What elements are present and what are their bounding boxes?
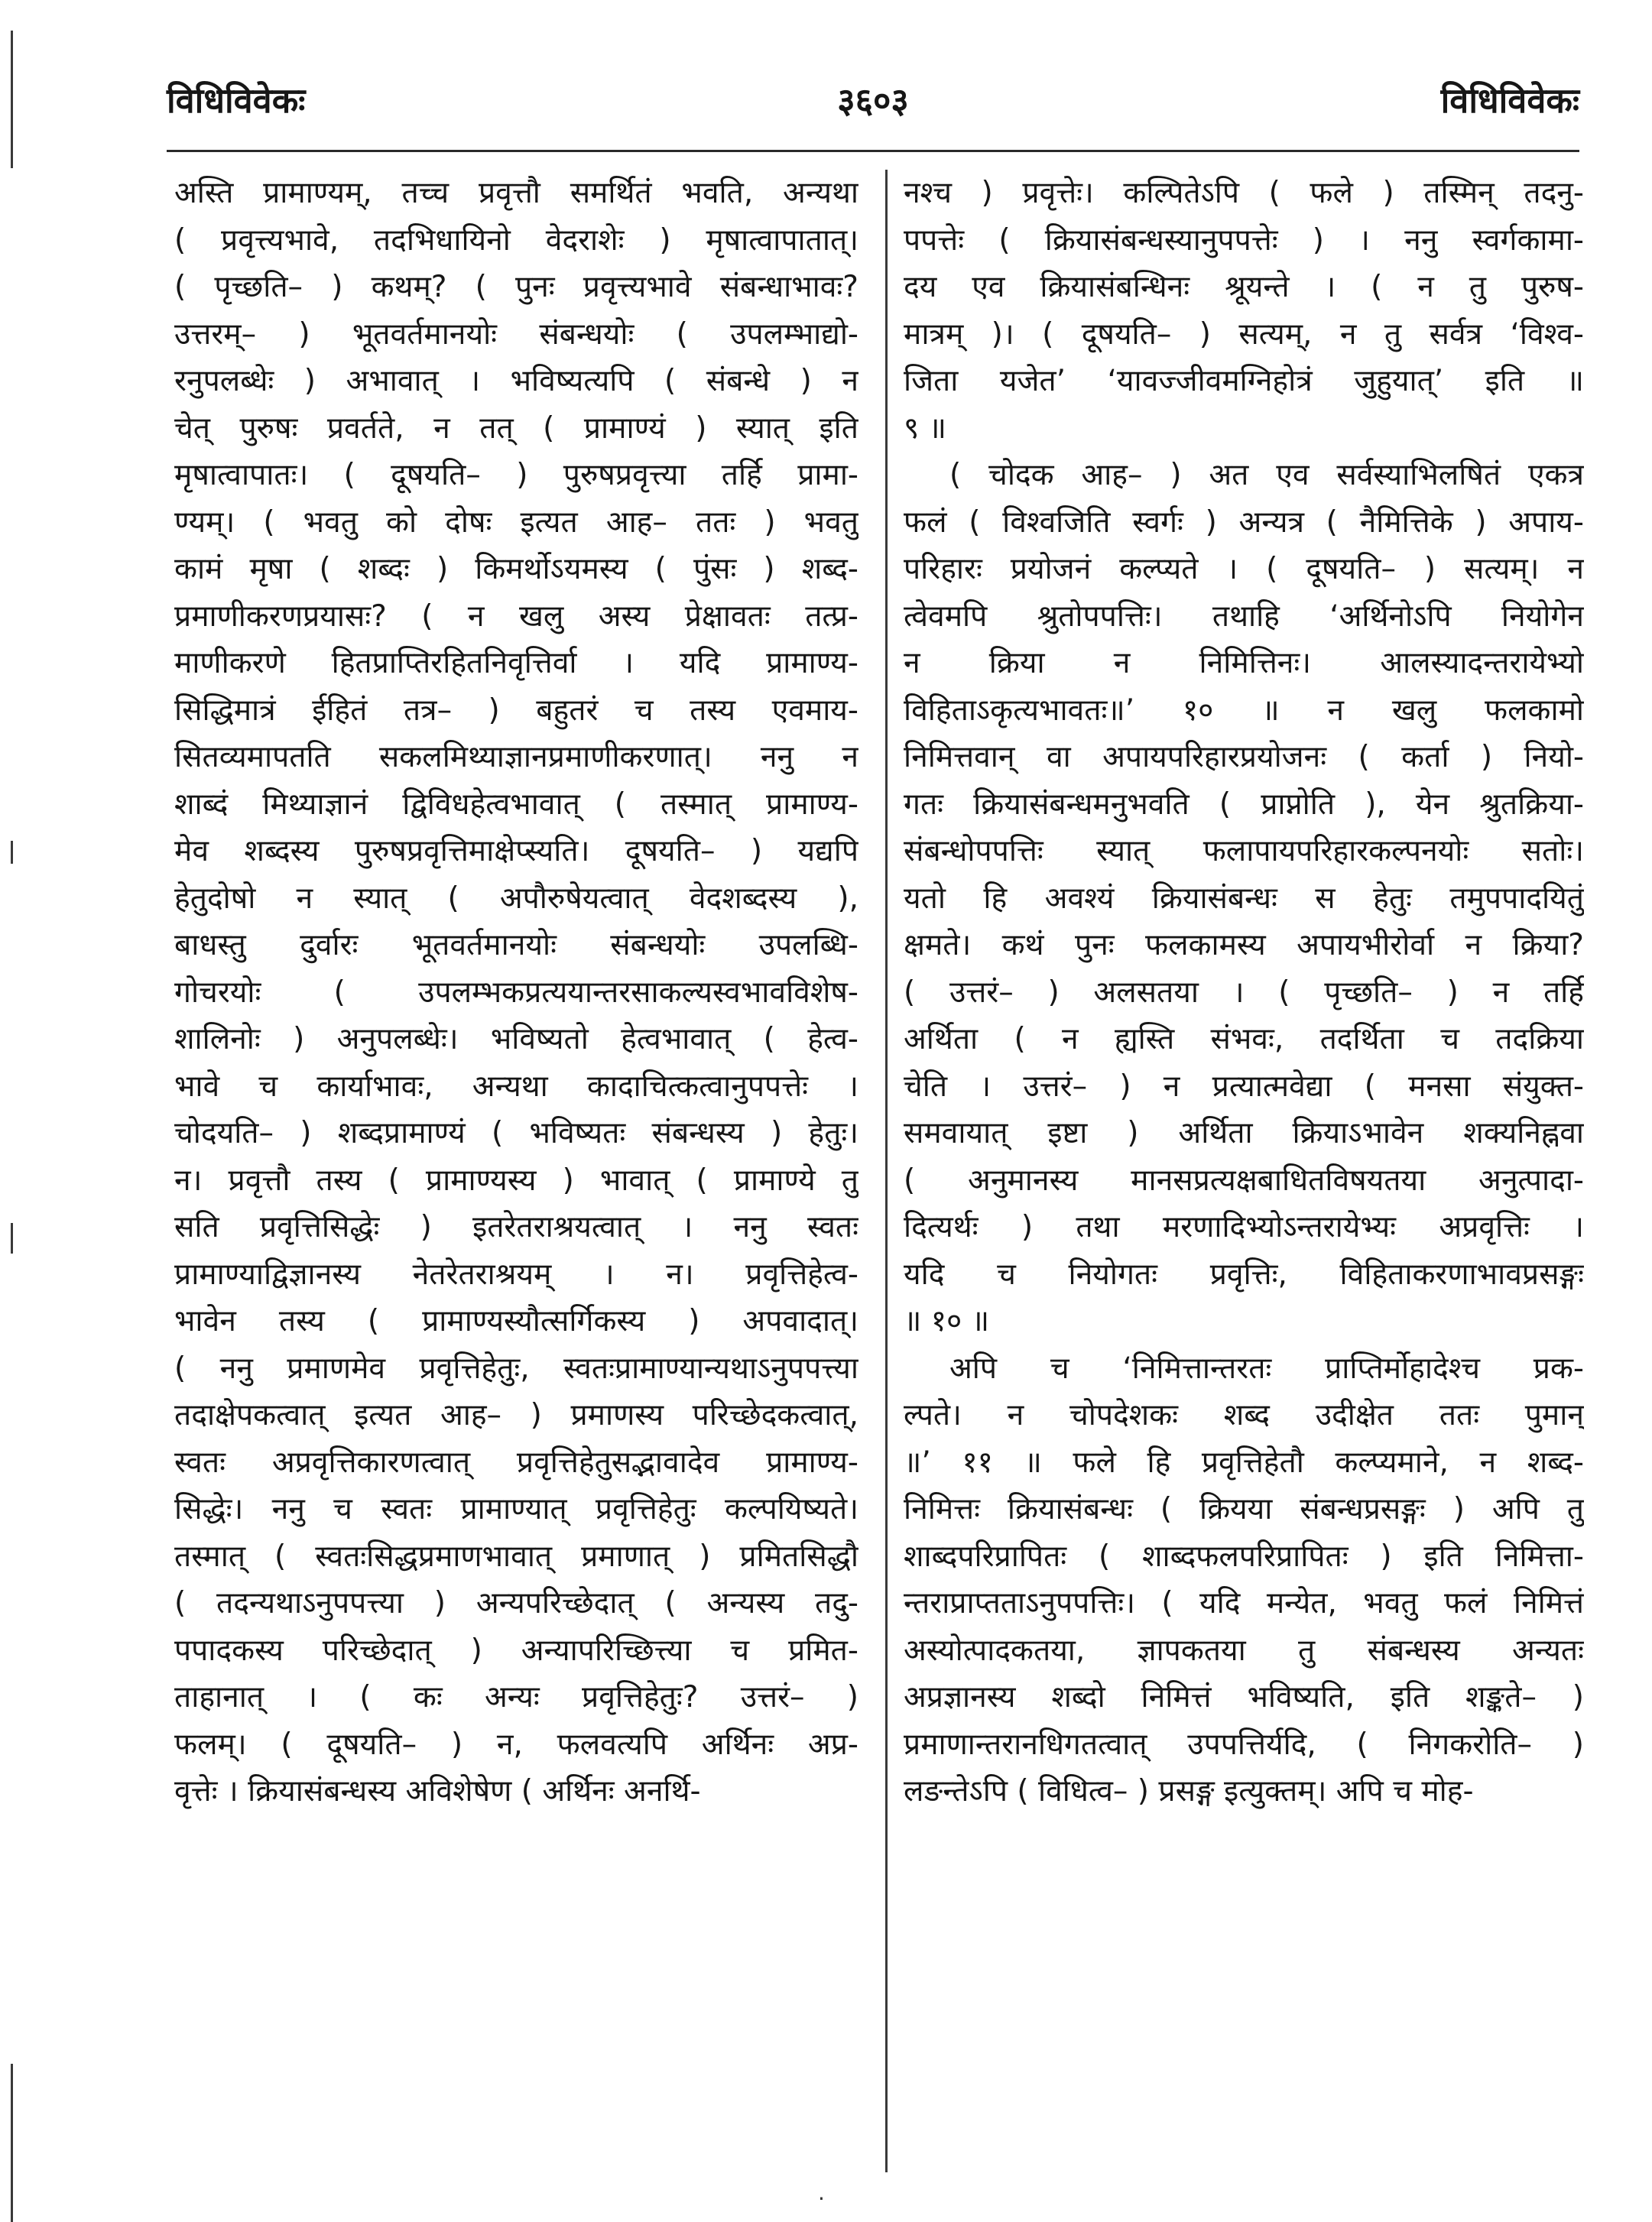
- text-line: शाब्दं मिथ्याज्ञानं द्विविधहेत्वभावात् ( तस्मात् प्रामाण्य-: [174, 787, 858, 822]
- text-line: फलं ( विश्वजिति स्वर्गः ) अन्यत्र ( नैमित्तिके ) अपाय-: [904, 504, 1584, 540]
- text-line: उत्तरम्– ) भूतवर्तमानयोः संबन्धयोः ( उपलम्भाद्यो-: [174, 316, 858, 352]
- left-column: [174, 170, 858, 2172]
- text-line: स्वतः अप्रवृत्तिकारणत्वात् प्रवृत्तिहेतुसद्भावादेव प्रामाण्य-: [174, 1445, 858, 1480]
- text-line: मात्रम् )। ( दूषयति– ) सत्यम्, न तु सर्वत्र ‘विश्व-: [904, 316, 1584, 352]
- edge-mark: [11, 841, 13, 864]
- header-page-number: ३६०३: [837, 80, 909, 121]
- text-line: यदि च नियोगतः प्रवृत्तिः, विहिताकरणाभावप्रसङ्गः: [904, 1257, 1584, 1292]
- text-line: पपत्तेः ( क्रियासंबन्धस्यानुपपत्तेः ) । ननु स्वर्गकामा-: [904, 222, 1584, 258]
- text-line: नश्च ) प्रवृत्तेः। कल्पितेऽपि ( फले ) तस्मिन् तदनु-: [904, 176, 1584, 210]
- text-line: न्तराप्राप्तताऽनुपपत्तिः। ( यदि मन्येत, भवतु फलं निमित्तं: [904, 1586, 1584, 1620]
- right-column: [904, 170, 1584, 2172]
- text-line: रनुपलब्धेः ) अभावात् । भविष्यत्यपि ( संबन्धे ) न: [174, 364, 858, 398]
- edge-mark: [11, 2064, 13, 2222]
- text-line: विहिताऽकृत्यभावतः॥’ १० ॥ न खलु फलकामो: [904, 693, 1584, 728]
- header-right-title: विधिविवेकः: [1440, 80, 1579, 121]
- text-line: गतः क्रियासंबन्धमनुभवति ( प्राप्नोति ), येन श्रुतक्रिया-: [904, 787, 1584, 822]
- text-line: ( प्रवृत्त्यभावे, तदभिधायिनो वेदराशेः ) मृषात्वापातात्।: [174, 222, 858, 258]
- text-line: न। प्रवृत्तौ तस्य ( प्रामाण्यस्य ) भावात् ( प्रामाण्ये तु: [174, 1163, 858, 1198]
- text-line: ( पृच्छति– ) कथम्? ( पुनः प्रवृत्त्यभावे संबन्धाभावः?: [174, 270, 858, 304]
- text-line: सितव्यमापतति सकलमिथ्याज्ञानप्रमाणीकरणात्। ननु न: [174, 740, 858, 774]
- text-line: निमित्तवान् वा अपायपरिहारप्रयोजनः ( कर्ता ) नियो-: [904, 740, 1584, 774]
- text-line: हेतुदोषो न स्यात् ( अपौरुषेयत्वात् वेदशब्दस्य ),: [174, 881, 858, 916]
- text-line: शाब्दपरिप्रापितः ( शाब्दफलपरिप्रापितः ) इति निमित्ता-: [904, 1539, 1584, 1574]
- text-line: सिद्धिमात्रं ईहितं तत्र– ) बहुतरं च तस्य एवमाय-: [174, 693, 858, 728]
- text-line: ण्यम्। ( भवतु को दोषः इत्यत आह– ततः ) भवतु: [174, 504, 858, 540]
- text-line: पपादकस्य परिच्छेदात् ) अन्यापरिच्छित्त्या च प्रमित-: [174, 1633, 858, 1668]
- text-line: प्रमाणान्तरानधिगतत्वात् उपपत्तिर्यदि, ( निगकरोति– ): [904, 1727, 1584, 1762]
- text-line: जिता यजेत’ ‘यावज्जीवमग्निहोत्रं जुहुयात्’ इति ॥: [904, 364, 1584, 398]
- text-line: परिहारः प्रयोजनं कल्प्यते । ( दूषयति– ) सत्यम्। न: [904, 552, 1584, 586]
- text-line: ( ननु प्रमाणमेव प्रवृत्तिहेतुः, स्वतःप्रामाण्यान्यथाऽनुपपत्त्या: [174, 1351, 858, 1386]
- text-line: ९ ॥: [904, 410, 947, 446]
- text-line: यतो हि अवश्यं क्रियासंबन्धः स हेतुः तमुपपादयितुं: [904, 881, 1584, 916]
- text-line: ( उत्तरं– ) अलसतया । ( पृच्छति– ) न तर्हि: [904, 975, 1584, 1010]
- text-line: भावेन तस्य ( प्रामाण्यस्यौत्सर्गिकस्य ) अपवादात्।: [174, 1304, 858, 1338]
- text-line: ( तदन्यथाऽनुपपत्त्या ) अन्यपरिच्छेदात् ( अन्यस्य तदु-: [174, 1586, 858, 1620]
- text-line: शालिनोः ) अनुपलब्धेः। भविष्यतो हेत्वभावात् ( हेत्व-: [174, 1022, 858, 1056]
- text-line: दय एव क्रियासंबन्धिनः श्रूयन्ते । ( न तु पुरुष-: [904, 270, 1584, 304]
- text-line: चेति । उत्तरं– ) न प्रत्यात्मवेद्या ( मनसा संयुक्त-: [904, 1069, 1584, 1104]
- text-line: बाधस्तु दुर्वारः भूतवर्तमानयोः संबन्धयोः उपलब्धि-: [174, 928, 858, 962]
- text-line: गोचरयोः ( उपलम्भकप्रत्ययान्तरसाकल्यस्वभावविशेष-: [174, 975, 858, 1010]
- text-line: ( अनुमानस्य मानसप्रत्यक्षबाधितविषयतया अनुत्पादा-: [904, 1163, 1584, 1198]
- scan-edge-marks: [11, 0, 15, 2222]
- text-line: फलम्। ( दूषयति– ) न, फलवत्यपि अर्थिनः अप्र-: [174, 1727, 858, 1762]
- text-line: प्रमाणीकरणप्रयासः? ( न खलु अस्य प्रेक्षावतः तत्प्र-: [174, 598, 858, 634]
- text-line: प्रामाण्याद्विज्ञानस्य नेतरेतराश्रयम् । न। प्रवृत्तिहेत्व-: [174, 1257, 858, 1292]
- text-line: भावे च कार्याभावः, अन्यथा कादाचित्कत्वानुपपत्तेः ।: [174, 1069, 858, 1104]
- text-line: माणीकरणे हितप्राप्तिरहितनिवृत्तिर्वा । यदि प्रामाण्य-: [174, 646, 858, 680]
- text-line: तदाक्षेपकत्वात् इत्यत आह– ) प्रमाणस्य परिच्छेदकत्वात्,: [174, 1398, 858, 1432]
- text-line: समवायात् इष्टा ) अर्थिता क्रियाऽभावेन शक्यनिह्नवा: [904, 1116, 1584, 1150]
- text-line: अपि च ‘निमित्तान्तरतः प्राप्तिर्मोहादेश्च प्रक-: [949, 1351, 1584, 1386]
- header-left-title: विधिविवेकः: [167, 80, 306, 121]
- text-line: निमित्तः क्रियासंबन्धः ( क्रियया संबन्धप्रसङ्गः ) अपि तु: [904, 1492, 1584, 1526]
- text-line: वृत्तेः । क्रियासंबन्धस्य अविशेषेण ( अर्थिनः अनर्थि-: [174, 1774, 701, 1808]
- text-line: न क्रिया न निमित्तिनः। आलस्यादन्तरायेभ्यो: [904, 646, 1584, 680]
- text-line: अस्ति प्रामाण्यम्, तच्च प्रवृत्तौ समर्थितं भवति, अन्यथा: [174, 176, 858, 210]
- running-header: [167, 76, 1579, 138]
- text-line: लङन्तेऽपि ( विधित्व– ) प्रसङ्ग इत्युक्तम्। अपि च मोह-: [904, 1774, 1474, 1808]
- text-line: सिद्धेः। ननु च स्वतः प्रामाण्यात् प्रवृत्तिहेतुः कल्पयिष्यते।: [174, 1492, 858, 1526]
- text-line: ॥’ ११ ॥ फले हि प्रवृत्तिहेतौ कल्प्यमाने, न शब्द-: [904, 1445, 1584, 1480]
- text-line: अप्रज्ञानस्य शब्दो निमित्तं भविष्यति, इति शङ्कते– ): [904, 1680, 1584, 1714]
- text-line: चेत् पुरुषः प्रवर्तते, न तत् ( प्रामाण्यं ) स्यात् इति: [174, 410, 858, 446]
- text-line: ल्पते। न चोपदेशकः शब्द उदीक्षेत ततः पुमान्: [904, 1398, 1584, 1432]
- text-line: संबन्धोपपत्तिः स्यात् फलापायपरिहारकल्पनयोः सतोः।: [904, 834, 1584, 868]
- text-line: ताहानात् । ( कः अन्यः प्रवृत्तिहेतुः? उत्तरं– ): [174, 1680, 858, 1714]
- text-line: मेव शब्दस्य पुरुषप्रवृत्तिमाक्षेप्स्यति। दूषयति– ) यद्यपि: [174, 834, 858, 868]
- text-line: मृषात्वापातः। ( दूषयति– ) पुरुषप्रवृत्त्या तर्हि प्रामा-: [174, 458, 858, 492]
- text-line: कामं मृषा ( शब्दः ) किमर्थोऽयमस्य ( पुंसः ) शब्द-: [174, 552, 858, 586]
- text-line: चोदयति– ) शब्दप्रामाण्यं ( भविष्यतः संबन्धस्य ) हेतुः।: [174, 1116, 858, 1150]
- text-line: अस्योत्पादकतया, ज्ञापकतया तु संबन्धस्य अन्यतः: [904, 1633, 1584, 1668]
- edge-mark: [11, 31, 13, 168]
- text-line: क्षमते। कथं पुनः फलकामस्य अपायभीरोर्वा न क्रिया?: [904, 928, 1584, 962]
- text-line: तस्मात् ( स्वतःसिद्धप्रमाणभावात् प्रमाणात् ) प्रमितसिद्धौ: [174, 1539, 858, 1574]
- text-line: ( चोदक आह– ) अत एव सर्वस्याभिलषितं एकत्र: [949, 458, 1584, 492]
- text-line: त्वेवमपि श्रुतोपपत्तिः। तथाहि ‘अर्थिनोऽपि नियोगेन: [904, 598, 1584, 634]
- text-line: ॥ १० ॥: [904, 1304, 990, 1338]
- bottom-mark: ·: [818, 2186, 825, 2211]
- text-line: सति प्रवृत्तिसिद्धेः ) इतरेतराश्रयत्वात् । ननु स्वतः: [174, 1210, 858, 1244]
- header-rule: [167, 150, 1579, 152]
- text-line: अर्थिता ( न ह्यस्ति संभवः, तदर्थिता च तदक्रिया: [904, 1022, 1584, 1056]
- column-divider: [885, 170, 888, 2172]
- edge-mark: [11, 1223, 13, 1254]
- text-line: दित्यर्थः ) तथा मरणादिभ्योऽन्तरायेभ्यः अप्रवृत्तिः ।: [904, 1210, 1584, 1244]
